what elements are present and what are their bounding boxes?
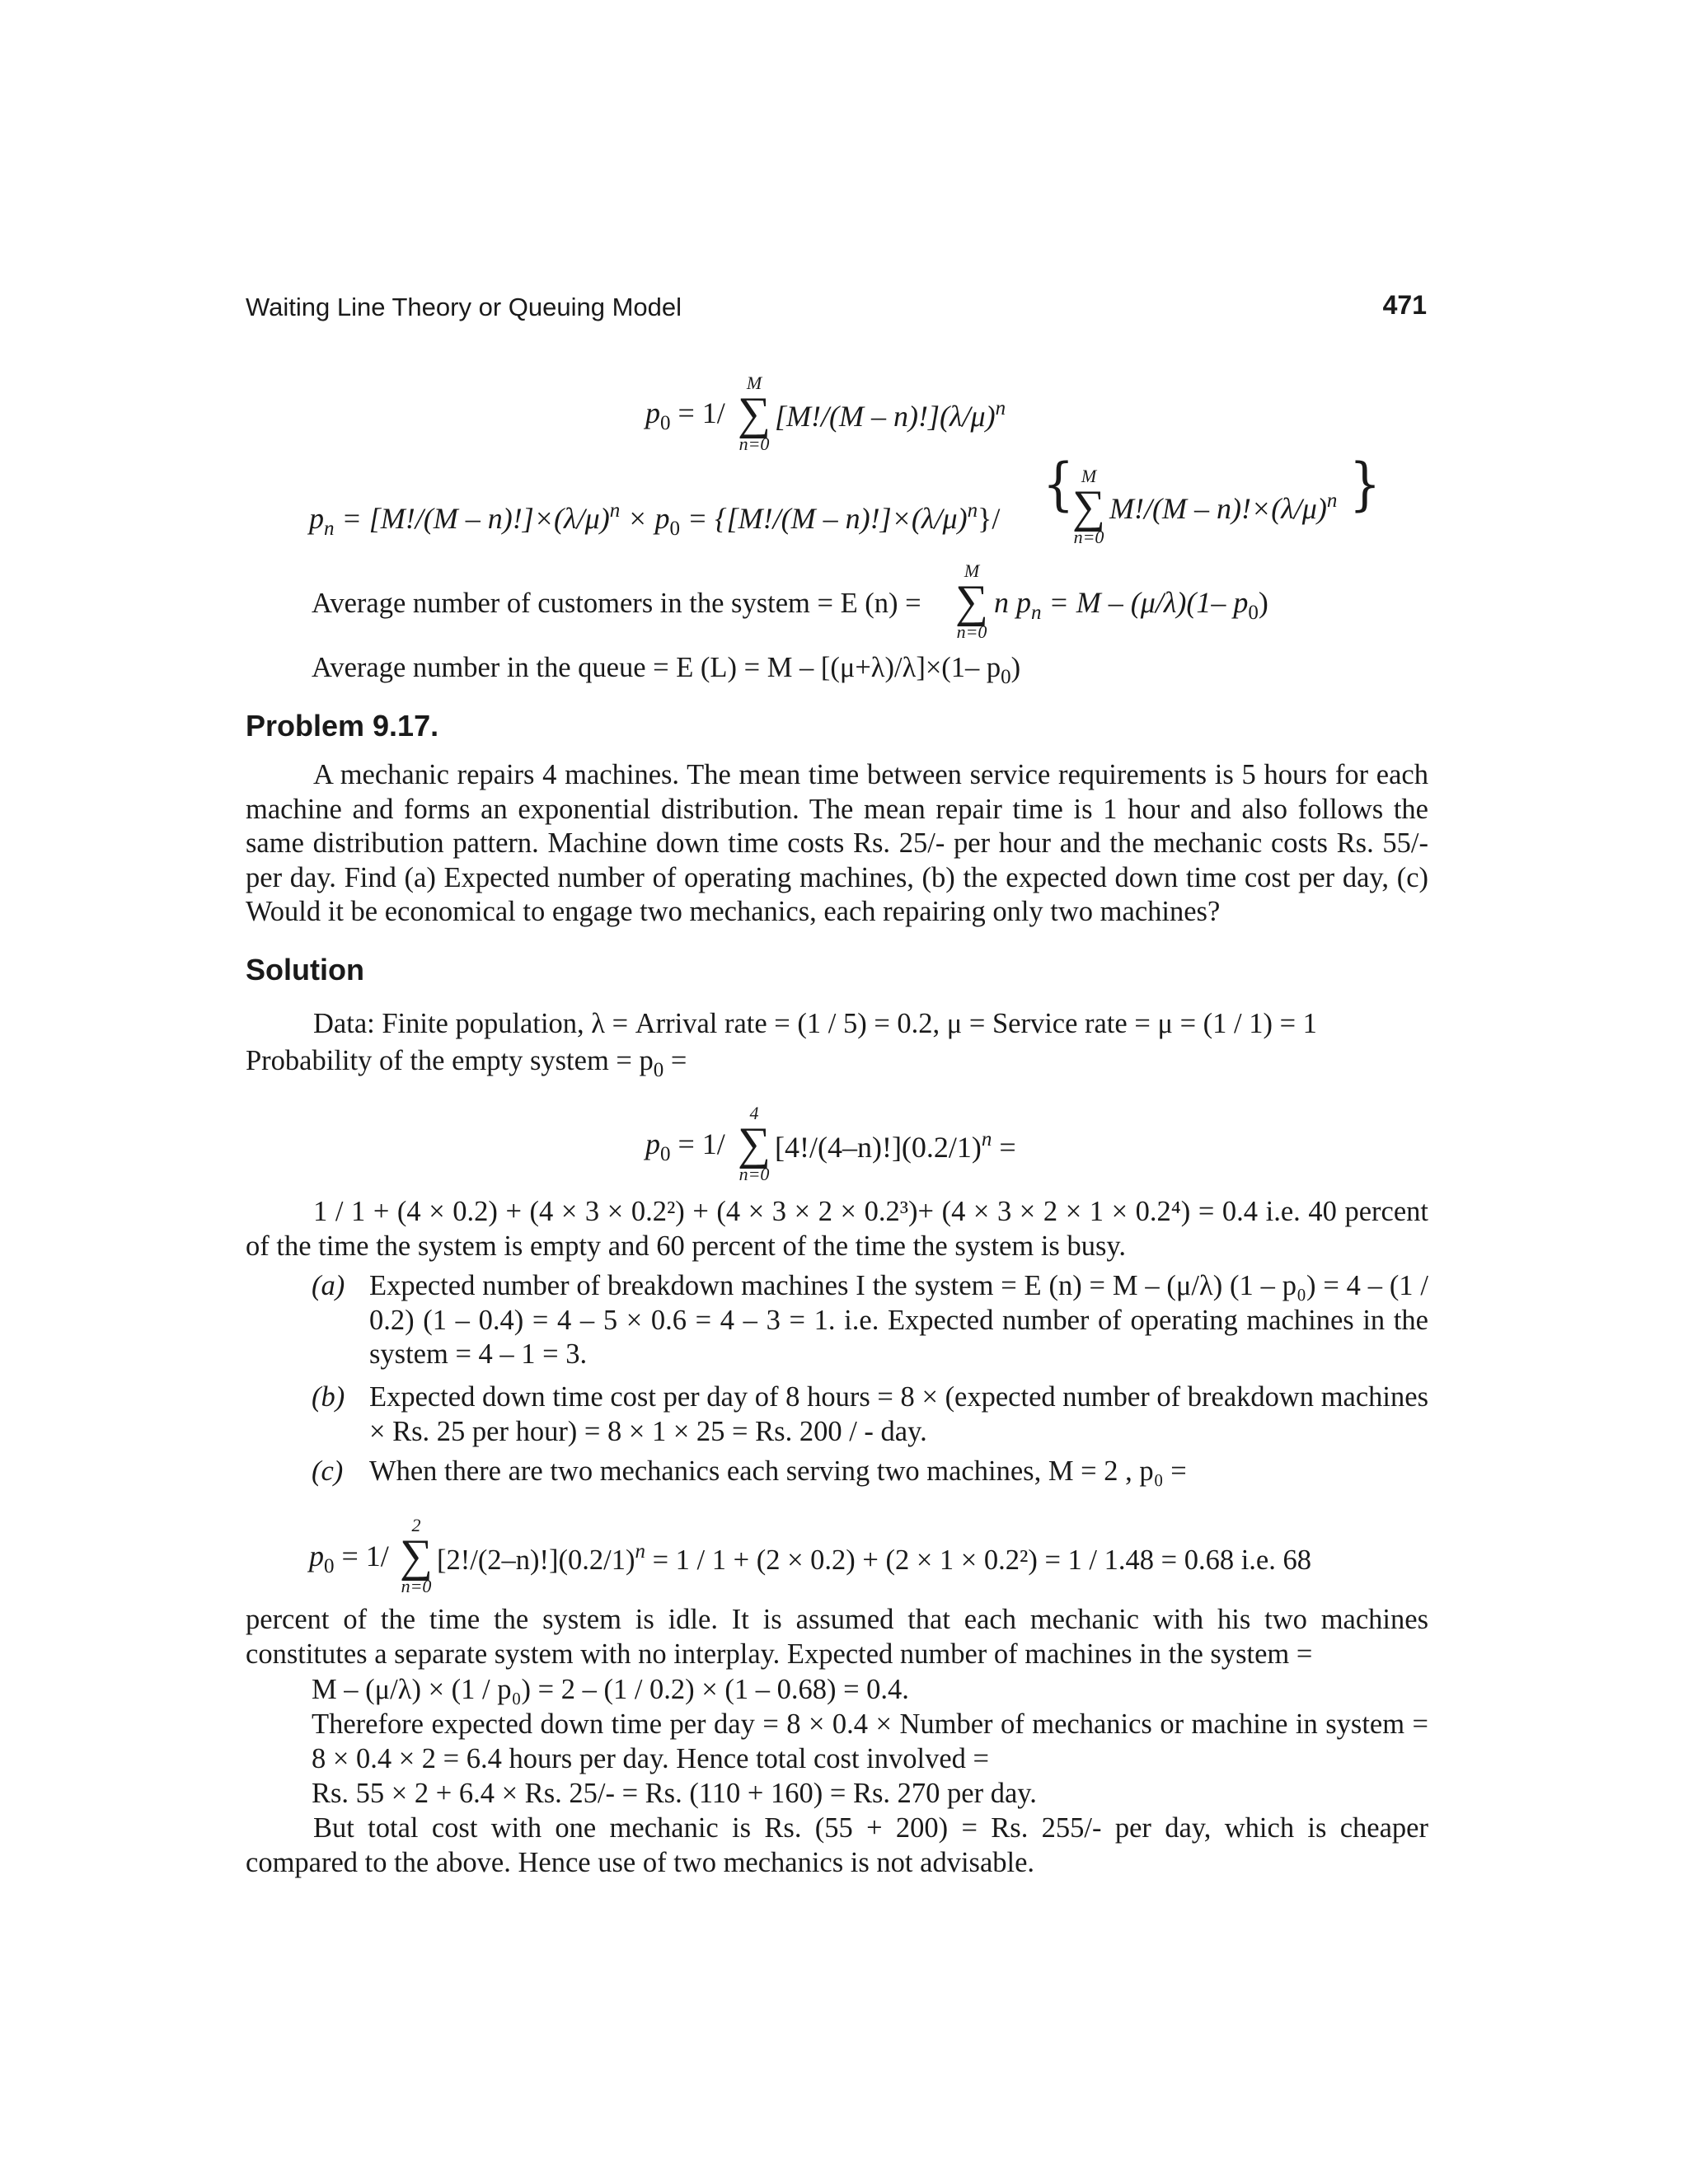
sigma-symbol: ∑ — [955, 576, 988, 627]
summation-sign — [735, 1104, 773, 1183]
part-c — [312, 1455, 1428, 1489]
formula-text: ) — [1258, 586, 1268, 619]
sum-lower-limit: n=0 — [1073, 527, 1104, 547]
formula-text: = 1/ — [334, 1540, 389, 1572]
formula-subscript: 0 — [660, 412, 671, 434]
formula-subscript: 0 — [324, 1555, 335, 1577]
formula-text: × p — [620, 502, 670, 535]
formula-p0-four-machines — [645, 1129, 725, 1165]
formula-subscript: n — [324, 518, 335, 540]
formula-expected-customers-rhs — [994, 588, 1268, 623]
problem-heading: Problem 9.17. — [246, 709, 439, 743]
formula-p0-general — [645, 398, 725, 434]
idle-percent-paragraph: percent of the time the system is idle. It is assumed that each mechanic with his two machines constitutes a separate system with no interplay. Expected number of machines in the system = — [246, 1604, 1428, 1670]
formula-superscript: n — [995, 397, 1006, 419]
formula-text: Average number of customers in the system = E (n) = — [312, 588, 921, 619]
formula-text: = — [663, 1045, 687, 1076]
formula-superscript: n — [635, 1540, 645, 1563]
total-cost-line: Rs. 55 × 2 + 6.4 × Rs. 25/- = Rs. (110 + 160) = Rs. 270 per day. — [312, 1778, 1037, 1809]
summation-sign — [397, 1516, 435, 1596]
formula-text: = — [992, 1131, 1016, 1164]
formula-subscript: 0 — [669, 518, 680, 540]
formula-subscript: 0 — [1001, 666, 1011, 688]
sum-upper-limit: 2 — [411, 1515, 421, 1535]
formula-text: n p — [994, 586, 1031, 619]
sigma-symbol: ∑ — [738, 388, 771, 439]
part-b — [312, 1380, 1428, 1449]
down-time-paragraph: Therefore expected down time per day = 8 × 0.4 × Number of mechanics or machine in system = 8 × 0.4 × 2 = 6.4 hours per day. Hence total cost involved = — [312, 1708, 1428, 1774]
solution-heading: Solution — [246, 953, 364, 987]
sigma-symbol: ∑ — [738, 1118, 771, 1169]
formula-symbol: p — [645, 1127, 660, 1160]
formula-superscript: n — [967, 499, 978, 522]
formula-text: Average number in the queue = E (L) = M – [(μ+λ)/λ]×(1– p — [312, 652, 1001, 683]
formula-subscript: 0 — [1248, 602, 1259, 624]
formula-symbol: p — [309, 502, 324, 535]
formula-text: Probability of the empty system = p — [246, 1045, 654, 1076]
formula-pn — [309, 500, 1000, 539]
running-title: Waiting Line Theory or Queuing Model — [246, 293, 682, 321]
formula-text: = 1/ — [670, 396, 725, 429]
problem-text: A mechanic repairs 4 machines. The mean time between service requirements is 5 hours for each machine and forms an exponential distribution. The mean repair time is 1 hour and also follows the same distribution pattern. Machine down time costs Rs. 25/- per hour and the mechanic costs Rs. 55/- per day. Find (a) Expected number of operating machines, (b) the expected down time cost per day, (c) Would it be economical to engage two mechanics, each repairing only two machines? — [246, 759, 1428, 927]
right-brace: } — [1349, 451, 1381, 518]
formula-p0-four-machines-rhs — [775, 1129, 1016, 1162]
formula-subscript: 0 — [660, 1143, 671, 1165]
formula-expected-customers — [312, 589, 921, 618]
formula-text: = [M!/(M – n)!]×(λ/μ) — [334, 502, 610, 535]
part-label: (b) — [312, 1381, 345, 1413]
formula-text: = M – (μ/λ)(1– p — [1041, 586, 1249, 619]
formula-text: [4!/(4–n)!](0.2/1) — [775, 1131, 982, 1164]
summation-sign — [953, 562, 991, 641]
page-number: 471 — [1382, 290, 1427, 320]
formula-text: [M!/(M – n)!](λ/μ) — [775, 400, 996, 433]
formula-pn-denominator — [1109, 490, 1337, 523]
conclusion-paragraph: But total cost with one mechanic is Rs. (55 + 200) = Rs. 255/- per day, which is cheaper compared to the above. Hence use of two mechanics is not advisable. — [246, 1812, 1428, 1878]
summation-sign — [1070, 467, 1108, 546]
formula-text: = 1 / 1 + (2 × 0.2) + (2 × 1 × 0.2²) = 1 / 1.48 = 0.68 i.e. 68 — [645, 1544, 1311, 1576]
formula-p0-two-machines — [309, 1541, 389, 1577]
formula-superscript: n — [609, 499, 621, 522]
part-a — [312, 1269, 1428, 1372]
formula-text: = 1/ — [670, 1127, 725, 1160]
p0-calculation: 1 / 1 + (4 × 0.2) + (4 × 3 × 0.2²) + (4 × 3 × 2 × 0.2³)+ (4 × 3 × 2 × 1 × 0.2⁴) = 0.4 i.e. 40 percent of the time the system is empty and 60 percent of the time the system is busy. — [246, 1196, 1428, 1262]
left-brace: { — [1043, 451, 1075, 518]
formula-symbol: p — [645, 396, 660, 429]
formula-text: }/ — [978, 502, 1001, 535]
solution-data-line: Data: Finite population, λ = Arrival rate = (1 / 5) = 0.2, μ = Service rate = μ = (1 / 1) = 1 — [313, 1008, 1317, 1039]
sum-upper-limit: 4 — [749, 1103, 759, 1123]
sum-lower-limit: n=0 — [738, 1164, 770, 1184]
sigma-symbol: ∑ — [400, 1530, 433, 1582]
formula-text: M!/(M – n)!×(λ/μ) — [1109, 492, 1327, 525]
formula-p0-two-machines-rhs — [437, 1541, 1311, 1575]
sum-upper-limit: M — [1081, 466, 1097, 486]
part-label: (a) — [312, 1270, 345, 1301]
part-label: (c) — [312, 1455, 344, 1487]
empty-system-probability-line — [246, 1047, 687, 1080]
sum-upper-limit: M — [964, 560, 980, 581]
sum-lower-limit: n=0 — [956, 621, 987, 642]
formula-text: ) — [1010, 652, 1021, 683]
sum-lower-limit: n=0 — [738, 434, 770, 454]
machines-in-system-line: M – (μ/λ) × (1 / p₀) = 2 – (1 / 0.2) × (1 – 0.68) = 0.4. — [312, 1674, 909, 1705]
formula-text: = {[M!/(M – n)!]×(λ/μ) — [679, 502, 968, 535]
formula-superscript: n — [981, 1128, 992, 1151]
formula-symbol: p — [309, 1540, 324, 1572]
formula-superscript: n — [1326, 490, 1338, 512]
sigma-symbol: ∑ — [1072, 481, 1105, 532]
formula-text: [2!/(2–n)!](0.2/1) — [437, 1544, 635, 1576]
formula-expected-queue — [312, 654, 1020, 687]
part-text: Expected down time cost per day of 8 hours = 8 × (expected number of breakdown machines × Rs. 25 per hour) = 8 × 1 × 25 = Rs. 200 / - day. — [369, 1381, 1428, 1447]
part-text: Expected number of breakdown machines I the system = E (n) = M – (μ/λ) (1 – p₀) = 4 – (1 / 0.2) (1 – 0.4) = 4 – 5 × 0.6 = 4 – 3 = 1. i.e. Expected number of operating machines in the system = 4 – 1 = 3. — [369, 1270, 1428, 1370]
summation-sign — [735, 374, 773, 453]
formula-subscript: n — [1031, 602, 1042, 624]
sum-lower-limit: n=0 — [401, 1576, 432, 1596]
sum-upper-limit: M — [746, 373, 762, 393]
part-text: When there are two mechanics each serving two machines, M = 2 , p₀ = — [369, 1455, 1187, 1487]
formula-subscript: 0 — [653, 1059, 664, 1081]
formula-p0-general-rhs — [775, 398, 1006, 431]
